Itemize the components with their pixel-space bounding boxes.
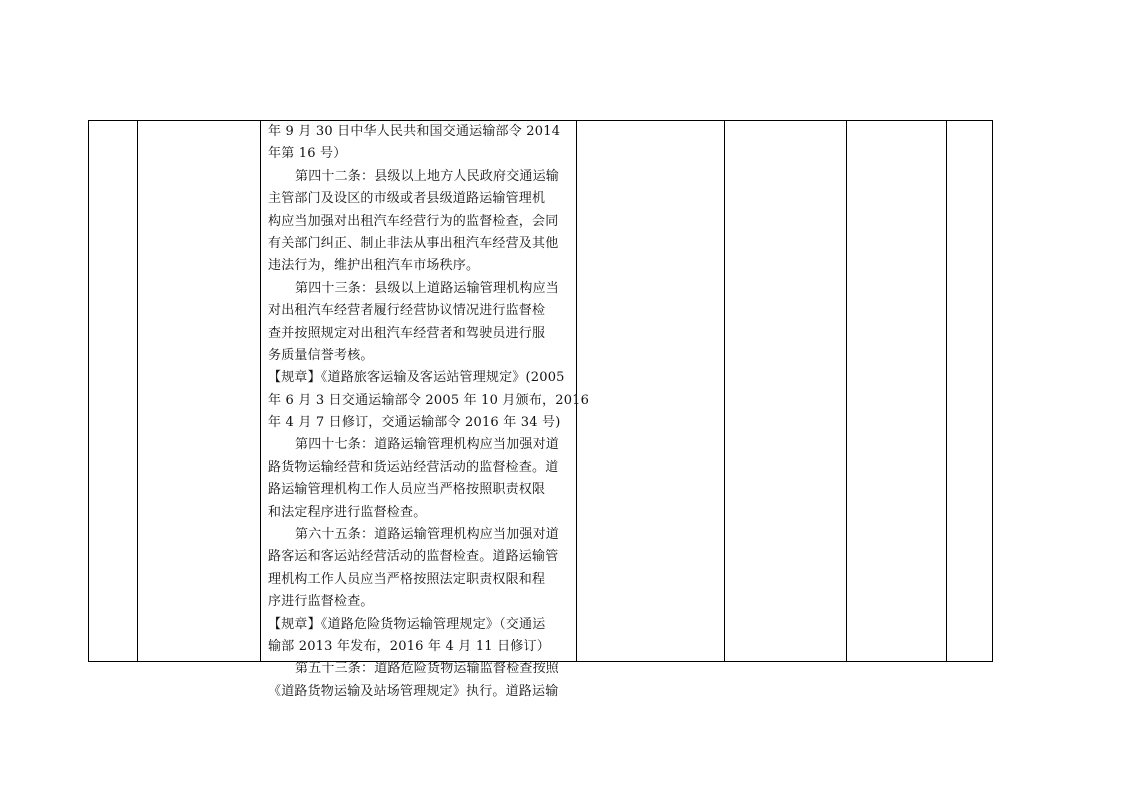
text-line: 和法定程序进行监督检查。: [268, 504, 427, 520]
empty-cell-4: [577, 121, 725, 662]
text-line: 序进行监督检查。: [268, 594, 374, 610]
text-line: 第四十二条：县级以上地方人民政府交通运输: [295, 168, 560, 184]
text-line: 第六十五条：道路运输管理机构应当加强对道: [295, 527, 560, 543]
text-line: 路货物运输经营和货运站经营活动的监督检查。道: [268, 459, 559, 475]
document-table: [88, 120, 993, 699]
text-line: 路运输管理机构工作人员应当严格按照职责权限: [268, 482, 546, 498]
text-line: 年 4 月 7 日修订，交通运输部令 2016 年 34 号): [268, 415, 561, 431]
text-line: 构应当加强对出租汽车经营行为的监督检查，会同: [268, 213, 559, 229]
empty-cell-2: [138, 121, 261, 662]
table-row: [89, 121, 993, 662]
empty-cell-1: [89, 121, 138, 662]
text-line: 第五十三条：道路危险货物运输监督检查按照: [295, 661, 560, 677]
text-line: 【规章】《道路危险货物运输管理规定》（交通运: [268, 616, 546, 632]
text-line: 《道路货物运输及站场管理规定》执行。道路运输: [268, 683, 559, 699]
empty-cell-5: [725, 121, 847, 662]
text-line: 查并按照规定对出租汽车经营者和驾驶员进行服: [268, 325, 546, 341]
text-line: 违法行为，维护出租汽车市场秩序。: [268, 258, 480, 274]
legal-basis-cell: [261, 121, 590, 699]
text-line: 【规章】《道路旅客运输及客运站管理规定》(2005: [268, 370, 565, 386]
text-line: 年 6 月 3 日交通运输部令 2005 年 10 月颁布，2016: [268, 392, 590, 408]
empty-cell-7: [947, 121, 993, 662]
text-line: 第四十三条：县级以上道路运输管理机构应当: [295, 280, 560, 296]
text-line: 对出租汽车经营者履行经营协议情况进行监督检: [268, 303, 546, 319]
legal-text-block: [268, 121, 590, 703]
text-line: 年第 16 号）: [268, 146, 347, 162]
text-line: 年 9 月 30 日中华人民共和国交通运输部令 2014: [268, 124, 561, 139]
text-line: 第四十七条：道路运输管理机构应当加强对道: [295, 437, 560, 453]
text-line: 务质量信誉考核。: [268, 347, 374, 363]
text-line: 理机构工作人员应当严格按照法定职责权限和程: [268, 571, 546, 587]
text-line: 路客运和客运站经营活动的监督检查。道路运输管: [268, 549, 559, 565]
text-line: 有关部门纠正、制止非法从事出租汽车经营及其他: [268, 235, 559, 251]
text-line: 输部 2013 年发布，2016 年 4 月 11 日修订）: [268, 638, 550, 654]
empty-cell-6: [847, 121, 947, 662]
text-line: 主管部门及设区的市级或者县级道路运输管理机: [268, 191, 546, 207]
